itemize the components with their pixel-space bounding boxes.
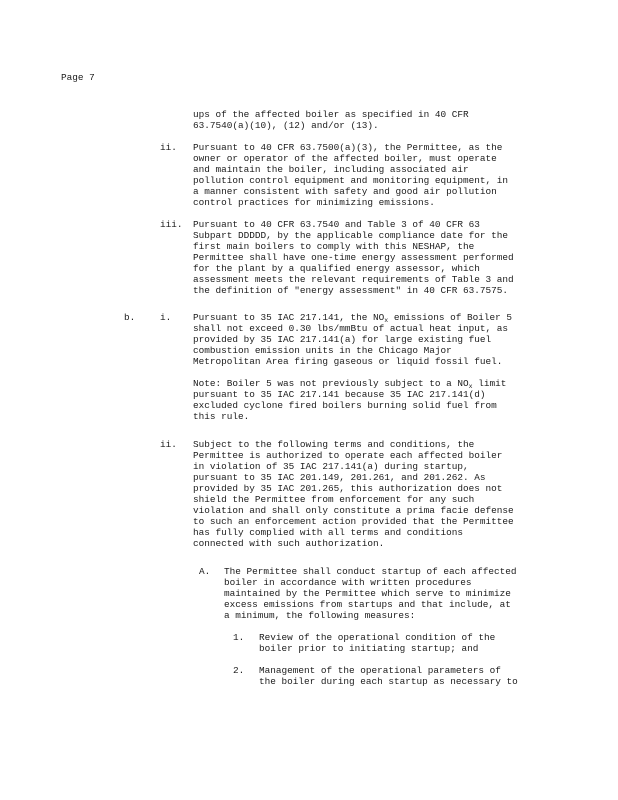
text-fragment: limit <box>472 378 507 389</box>
paragraph-line: a minimum, the following measures: <box>224 610 416 621</box>
paragraph-line: The Permittee shall conduct startup of each affected <box>224 566 517 577</box>
paragraph-line: violation and shall only constitute a prima facie defense <box>193 505 514 516</box>
paragraph-line: provided by 35 IAC 217.141(a) for large existing fuel <box>193 334 492 345</box>
paragraph-line: Subject to the following terms and conditions, the <box>193 439 475 450</box>
paragraph-line: to such an enforcement action provided that the Permittee <box>193 516 514 527</box>
paragraph-line: Permittee is authorized to operate each affected boiler <box>193 450 503 461</box>
section-marker-b: b. <box>124 312 136 323</box>
paragraph-line: combustion emission units in the Chicago Major <box>193 345 452 356</box>
paragraph-line: a manner consistent with safety and good air pollution <box>193 186 497 197</box>
paragraph-line: first main boilers to comply with this NESHAP, the <box>193 241 475 252</box>
paragraph-line: has fully complied with all terms and conditions <box>193 527 464 538</box>
paragraph-line: in violation of 35 IAC 217.141(a) during startup, <box>193 461 469 472</box>
paragraph-line: maintained by the Permittee which serve to minimize <box>224 588 511 599</box>
item-marker-2: 2. <box>233 665 245 676</box>
paragraph-line: owner or operator of the affected boiler, must operate <box>193 153 497 164</box>
paragraph-line: Subpart DDDDD, by the applicable compliance date for the <box>193 230 509 241</box>
subscript: x <box>468 383 473 390</box>
paragraph-line: and maintain the boiler, including associated air <box>193 164 469 175</box>
paragraph-line: provided by 35 IAC 201.265, this authorization does not <box>193 483 503 494</box>
paragraph-line: the boiler during each startup as necessary to <box>259 676 518 687</box>
paragraph-line: control practices for minimizing emissions. <box>193 197 435 208</box>
paragraph-line: pursuant to 35 IAC 201.149, 201.261, and 201.262. As <box>193 472 486 483</box>
item-marker-i: i. <box>160 312 172 323</box>
paragraph-line: assessment meets the relevant requirements of Table 3 and <box>193 274 514 285</box>
paragraph-line: pollution control equipment and monitoring equipment, in <box>193 175 509 186</box>
paragraph-line: the definition of "energy assessment" in 40 CFR 63.7575. <box>193 285 509 296</box>
note-line <box>193 379 506 390</box>
paragraph-line: excess emissions from startups and that include, at <box>224 599 511 610</box>
item-marker-iii: iii. <box>160 219 183 230</box>
continuation-line: 63.7540(a)(10), (12) and/or (13). <box>193 120 379 131</box>
paragraph-line: shall not exceed 0.30 lbs/mmBtu of actual heat input, as <box>193 323 509 334</box>
paragraph-line <box>193 313 512 324</box>
item-marker-ii: ii. <box>160 439 177 450</box>
note-line: excluded cyclone fired boilers burning solid fuel from <box>193 400 497 411</box>
note-line: pursuant to 35 IAC 217.141 because 35 IAC 217.141(d) <box>193 389 486 400</box>
item-marker-A: A. <box>199 566 211 577</box>
paragraph-line: Metropolitan Area firing gaseous or liquid fossil fuel. <box>193 356 503 367</box>
paragraph-line: Management of the operational parameters of <box>259 665 501 676</box>
paragraph-line: Pursuant to 40 CFR 63.7500(a)(3), the Permittee, as the <box>193 142 503 153</box>
paragraph-line: Review of the operational condition of the <box>259 632 496 643</box>
item-marker-ii: ii. <box>160 142 177 153</box>
text-fragment: Note: Boiler 5 was not previously subject to a NO <box>193 378 469 389</box>
paragraph-line: shield the Permittee from enforcement for any such <box>193 494 475 505</box>
note-line: this rule. <box>193 411 250 422</box>
paragraph-line: for the plant by a qualified energy assessor, which <box>193 263 480 274</box>
paragraph-line: boiler prior to initiating startup; and <box>259 643 479 654</box>
page-number: Page 7 <box>61 72 95 83</box>
text-fragment: Pursuant to 35 IAC 217.141, the NO <box>193 312 385 323</box>
paragraph-line: Pursuant to 40 CFR 63.7540 and Table 3 of 40 CFR 63 <box>193 219 480 230</box>
item-marker-1: 1. <box>233 632 245 643</box>
paragraph-line: boiler in accordance with written procedures <box>224 577 472 588</box>
text-fragment: emissions of Boiler 5 <box>388 312 512 323</box>
subscript: x <box>384 317 389 324</box>
paragraph-line: Permittee shall have one-time energy assessment performed <box>193 252 514 263</box>
continuation-line: ups of the affected boiler as specified in 40 CFR <box>193 109 469 120</box>
paragraph-line: connected with such authorization. <box>193 538 385 549</box>
